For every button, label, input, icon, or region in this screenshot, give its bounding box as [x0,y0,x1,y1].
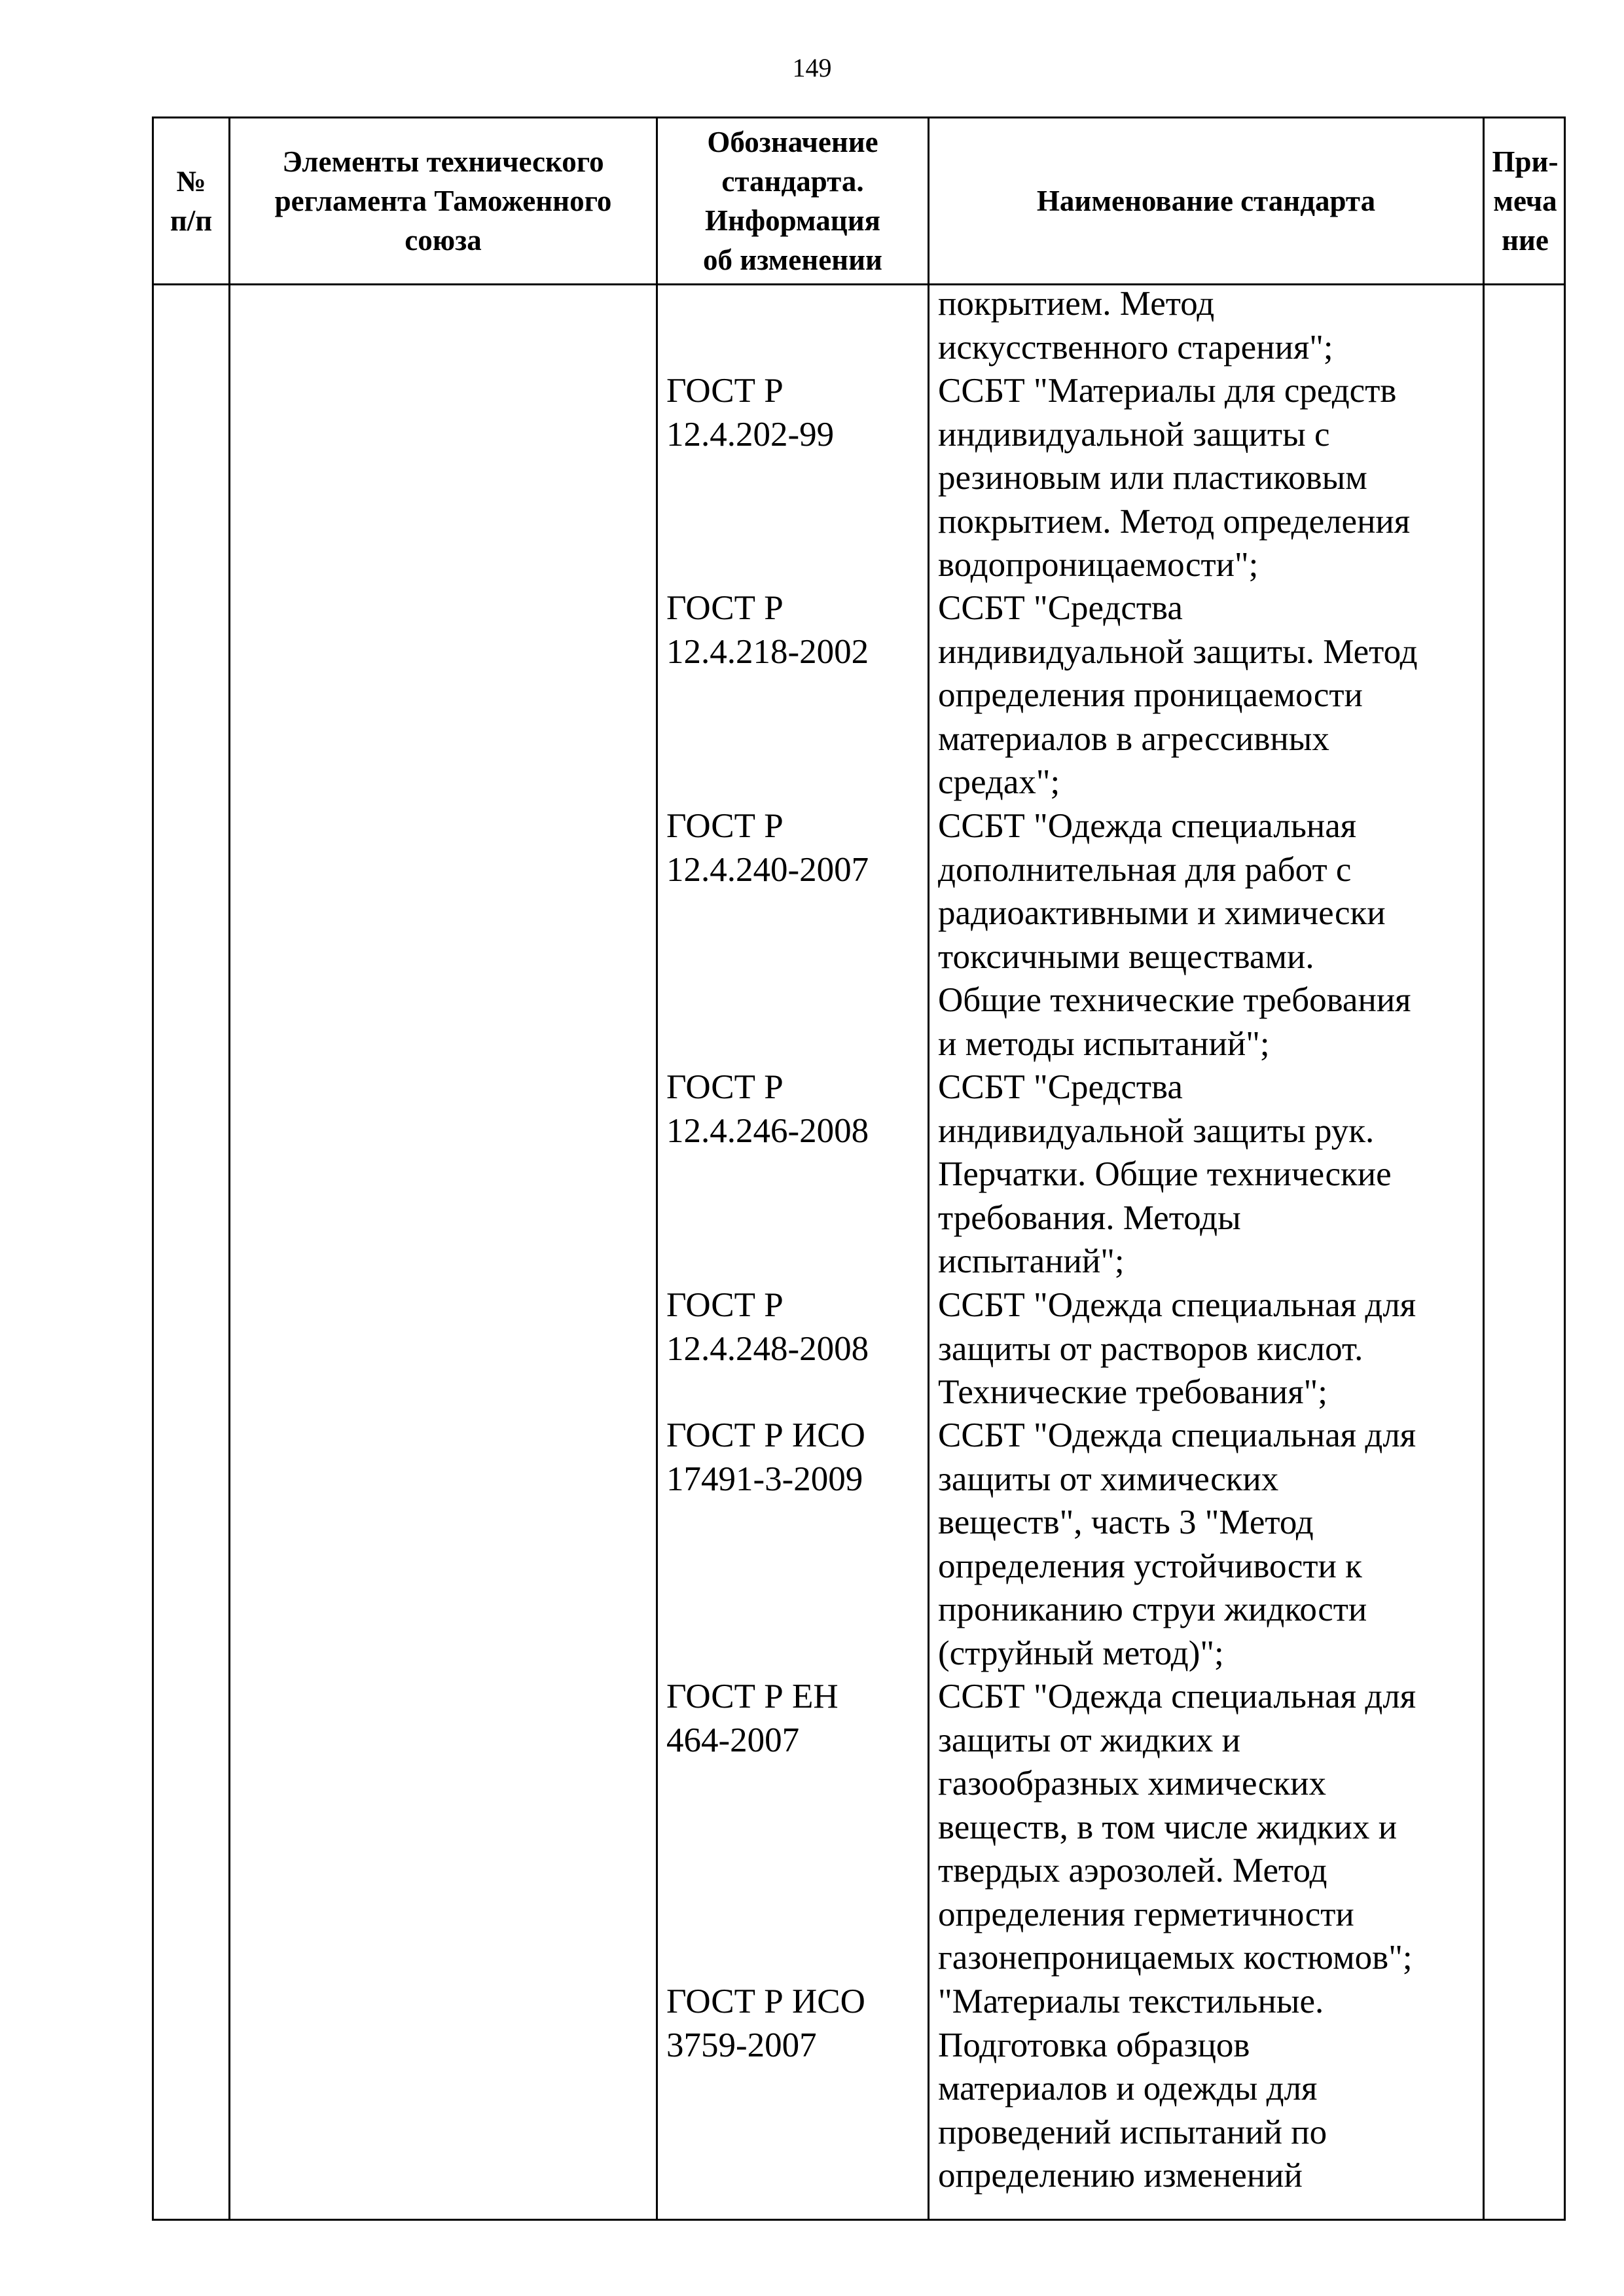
name-entry: ССБТ "Средства индивидуальной защиты рук. Перчатки. Общие технические требования. Методы испытаний"; [938,1068,1392,1280]
name-entry: "Материалы текстильные. Подготовка образцов материалов и одежды для проведений испытаний по определению изменений [938,1982,1327,2195]
name-entry: ССБТ "Одежда специальная для защиты от жидких и газообразных химических веществ, в том числе жидких и твердых аэрозолей. Метод определения герметичности газонепроницаемых костюмов"; [938,1677,1416,1977]
header-note: При- меча ние [1492,145,1559,257]
column-divider [928,118,929,2219]
header-elements: Элементы технического регламента Таможенного союза [274,145,612,257]
page-number: 149 [792,53,832,82]
designation-entry: ГОСТ Р ИСО 3759-2007 [666,1982,865,2064]
name-entry: ССБТ "Одежда специальная для защиты от химических веществ", часть 3 "Метод определения устойчивости к прониканию струи жидкости (струйный метод)"; [938,1416,1416,1672]
name-entry: ССБТ "Одежда специальная для защиты от растворов кислот. Технические требования"; [938,1286,1416,1411]
name-entry: ССБТ "Средства индивидуальной защиты. Метод определения проницаемости материалов в агрессивных средах"; [938,589,1418,801]
designation-entry: ГОСТ Р 12.4.218-2002 [666,589,869,671]
designation-entry: ГОСТ Р 12.4.202-99 [666,372,835,454]
column-divider [656,118,658,2219]
header-designation: Обозначение стандарта. Информация об изменении [703,126,882,276]
name-entry: ССБТ "Одежда специальная дополнительная для работ с радиоактивными и химически токсичными веществами. Общие технические требования и методы испытаний"; [938,807,1411,1063]
designation-entry: ГОСТ Р ИСО 17491-3-2009 [666,1416,865,1498]
column-divider [228,118,230,2219]
header-num: № п/п [170,165,213,237]
name-entry: ССБТ "Материалы для средств индивидуальной защиты с резиновым или пластиковым покрытием. Метод определения водопроницаемости"; [938,372,1411,584]
designation-entry: ГОСТ Р 12.4.246-2008 [666,1068,869,1150]
standards-table [152,117,1566,2221]
designation-entry: ГОСТ Р ЕН 464-2007 [666,1677,839,1759]
header-name: Наименование стандарта [1036,185,1376,217]
column-divider [1483,118,1485,2219]
header-divider [154,283,1564,285]
name-entry: покрытием. Метод искусственного старения"; [938,285,1333,367]
designation-entry: ГОСТ Р 12.4.240-2007 [666,807,869,889]
designation-entry: ГОСТ Р 12.4.248-2008 [666,1286,869,1368]
